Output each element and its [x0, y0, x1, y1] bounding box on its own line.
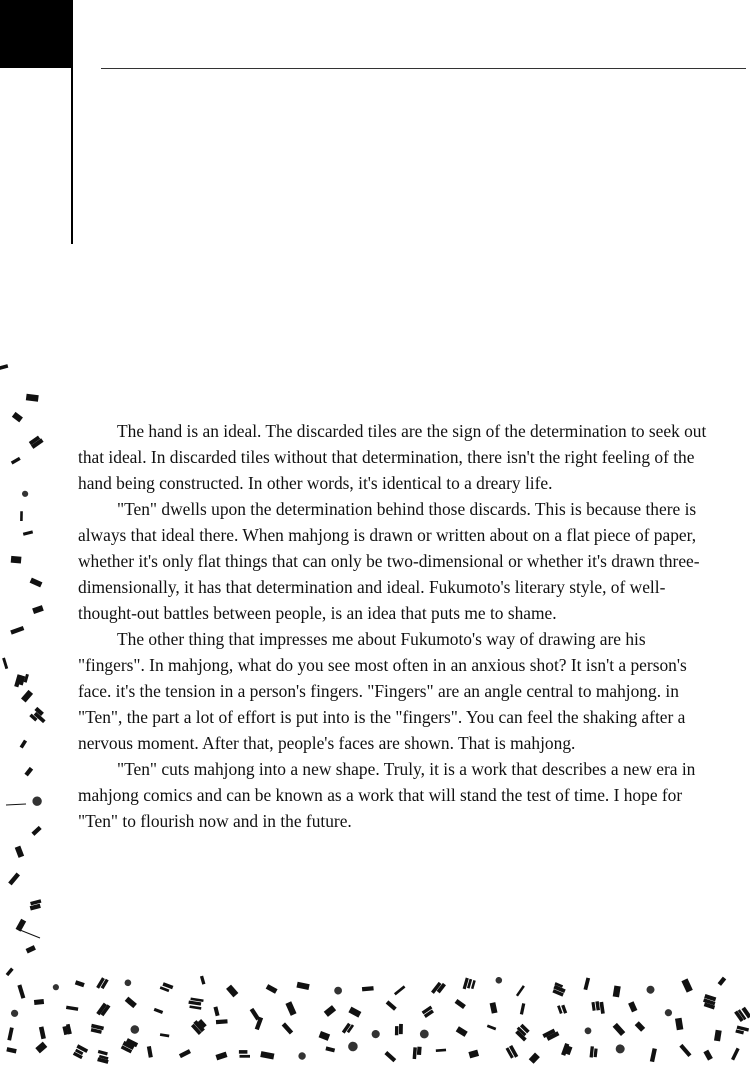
brush-mark: [12, 412, 23, 422]
brush-mark: [285, 1001, 296, 1016]
brush-mark: [96, 1050, 111, 1064]
brush-mark: [21, 690, 33, 703]
brush-mark: [520, 1003, 525, 1015]
brush-mark: [591, 1001, 604, 1016]
brush-mark: [17, 984, 25, 998]
brush-mark: [348, 1007, 361, 1018]
brush-mark: [362, 986, 374, 991]
brush-mark: [200, 976, 206, 985]
brush-mark: [731, 1048, 740, 1061]
brush-mark: [24, 767, 33, 777]
brush-mark: [735, 1025, 749, 1035]
brush-mark: [296, 982, 309, 990]
brush-mark: [420, 1029, 429, 1038]
brush-mark: [635, 1021, 645, 1032]
brush-mark: [16, 919, 27, 932]
brush-mark: [718, 977, 727, 986]
brush-mark: [583, 1026, 592, 1035]
brush-mark: [494, 976, 503, 985]
brush-mark: [529, 1053, 540, 1064]
brush-mark: [6, 968, 14, 977]
brush-mark: [395, 1024, 403, 1036]
brush-mark: [14, 672, 29, 690]
brush-mark: [96, 1002, 110, 1018]
brush-mark: [551, 982, 566, 997]
brush-mark: [190, 1017, 208, 1035]
brush-mark: [21, 489, 30, 498]
brush-mark: [29, 707, 49, 726]
paragraph-3: The other thing that impresses me about Fukumoto's way of drawing are his "fingers". In mahjong, what do you see most often in an anxious shot? It isn't a person's face. it's the tension in a person's fingers. "Fingers" are an angle central to mahjong. in "Ten", the part a lot of effort is put into is the "fingers". You can feel the shaking after a nervous moment. After that, people's faces are shown. That is mahjong.: [78, 629, 687, 753]
brush-mark: [455, 999, 466, 1009]
brush-mark: [282, 1022, 294, 1034]
brush-mark: [628, 1001, 637, 1012]
brush-mark: [250, 1008, 260, 1021]
brush-mark: [734, 1006, 750, 1023]
brush-mark: [297, 1051, 307, 1061]
brush-mark: [679, 1044, 691, 1057]
brush-mark: [413, 1046, 422, 1059]
brush-mark: [121, 1037, 138, 1054]
brush-mark: [10, 1009, 20, 1019]
brush-mark: [664, 1008, 673, 1017]
brush-mark: [561, 1043, 573, 1057]
brush-mark: [490, 1002, 498, 1014]
brush-mark: [15, 846, 24, 858]
brush-mark: [32, 796, 42, 806]
brush-mark: [422, 1006, 435, 1018]
brush-mark: [506, 1045, 519, 1060]
brush-mark: [62, 1024, 72, 1036]
brush-mark: [514, 1023, 532, 1041]
brush-mark: [615, 1044, 625, 1054]
brush-mark: [703, 1050, 712, 1061]
brush-mark: [613, 985, 621, 997]
brush-mark: [23, 530, 33, 535]
brush-mark: [11, 457, 21, 465]
brush-line: [6, 804, 26, 805]
brush-mark: [147, 1046, 153, 1058]
brush-mark: [216, 1019, 228, 1024]
brush-mark: [20, 511, 23, 521]
brush-mark: [160, 982, 174, 993]
brush-mark: [213, 1006, 219, 1016]
brush-mark: [123, 978, 132, 987]
brush-mark: [590, 1046, 598, 1058]
brush-mark: [20, 740, 27, 749]
brush-mark: [613, 1023, 626, 1036]
brush-mark: [436, 1049, 446, 1052]
brush-mark: [370, 1028, 381, 1039]
brush-mark: [31, 826, 41, 836]
brush-mark: [319, 1031, 331, 1041]
brush-mark: [516, 985, 525, 996]
brush-mark: [75, 980, 85, 987]
brush-mark: [90, 1024, 104, 1034]
brush-mark: [188, 997, 204, 1010]
brush-mark: [29, 435, 44, 449]
brush-mark: [7, 1027, 13, 1040]
header-rule: [101, 68, 746, 69]
brush-mark: [266, 984, 278, 994]
brush-mark: [26, 945, 36, 953]
brush-mark: [342, 1022, 354, 1036]
brush-mark: [324, 1005, 336, 1017]
brush-mark: [226, 985, 238, 998]
brush-mark: [30, 578, 43, 588]
brush-mark: [386, 1000, 397, 1010]
corner-black-block: [0, 0, 73, 68]
brush-mark: [394, 985, 405, 995]
brush-mark: [160, 1033, 170, 1037]
brush-mark: [431, 980, 446, 996]
brush-mark: [34, 999, 44, 1005]
brush-mark: [542, 1028, 559, 1042]
brush-mark: [584, 978, 591, 991]
brush-mark: [125, 997, 137, 1008]
brush-mark: [260, 1051, 274, 1059]
brush-mark: [39, 1026, 46, 1039]
brush-mark: [26, 394, 39, 402]
brush-mark: [129, 1024, 141, 1036]
brush-mark: [346, 1040, 359, 1053]
brush-mark: [675, 1018, 683, 1031]
brush-mark: [255, 1017, 263, 1030]
brush-mark: [52, 983, 61, 992]
brush-mark: [2, 658, 8, 670]
brush-mark: [6, 1047, 16, 1053]
brush-mark: [11, 556, 22, 564]
brush-mark: [645, 985, 655, 995]
brush-mark: [73, 1044, 88, 1060]
brush-mark: [384, 1051, 396, 1062]
brush-mark: [35, 1042, 47, 1054]
brush-mark: [702, 994, 718, 1009]
brush-mark: [154, 1008, 164, 1014]
brush-line: [20, 930, 40, 938]
brush-mark: [714, 1030, 722, 1042]
brush-mark: [66, 1006, 78, 1011]
brush-mark: [650, 1048, 657, 1062]
brush-mark: [10, 626, 24, 635]
brush-mark: [0, 364, 8, 370]
brush-mark: [32, 605, 44, 614]
brush-mark: [215, 1052, 227, 1061]
brush-mark: [463, 978, 476, 992]
paragraph-4: "Ten" cuts mahjong into a new shape. Truly, it is a work that describes a new era in mahjong comics and can be known as a work that will stand the test of time. I hope for "Ten" to flourish now and in the future.: [78, 759, 696, 831]
brush-mark: [96, 977, 108, 991]
brush-mark: [557, 1004, 567, 1015]
paragraph-2: "Ten" dwells upon the determination behind those discards. This is because there is always that ideal there. When mahjong is drawn or written about on a flat piece of paper, whether it's only flat things that can only be two-dimensional or whether it's drawn three-dimensionally, it has that determination and ideal. Fukumoto's literary style, of well-thought-out battles between people, is an idea that puts me to shame.: [78, 499, 700, 623]
brush-mark: [681, 978, 692, 992]
brush-mark: [8, 872, 20, 885]
brush-mark: [487, 1025, 496, 1031]
vertical-rule: [71, 0, 73, 244]
brush-mark: [468, 1050, 479, 1059]
brush-mark: [456, 1026, 468, 1037]
brush-mark: [239, 1050, 250, 1058]
paragraph-1: The hand is an ideal. The discarded tiles are the sign of the determination to seek out that ideal. In discarded tiles without that determination, there isn't the right feeling of the hand being constructed. In other words, it's identical to a dreary life.: [78, 421, 707, 493]
article-body: [78, 418, 714, 834]
brush-mark: [325, 1046, 335, 1052]
brush-mark: [333, 985, 344, 996]
brush-mark: [179, 1049, 191, 1058]
brush-mark: [29, 899, 43, 910]
